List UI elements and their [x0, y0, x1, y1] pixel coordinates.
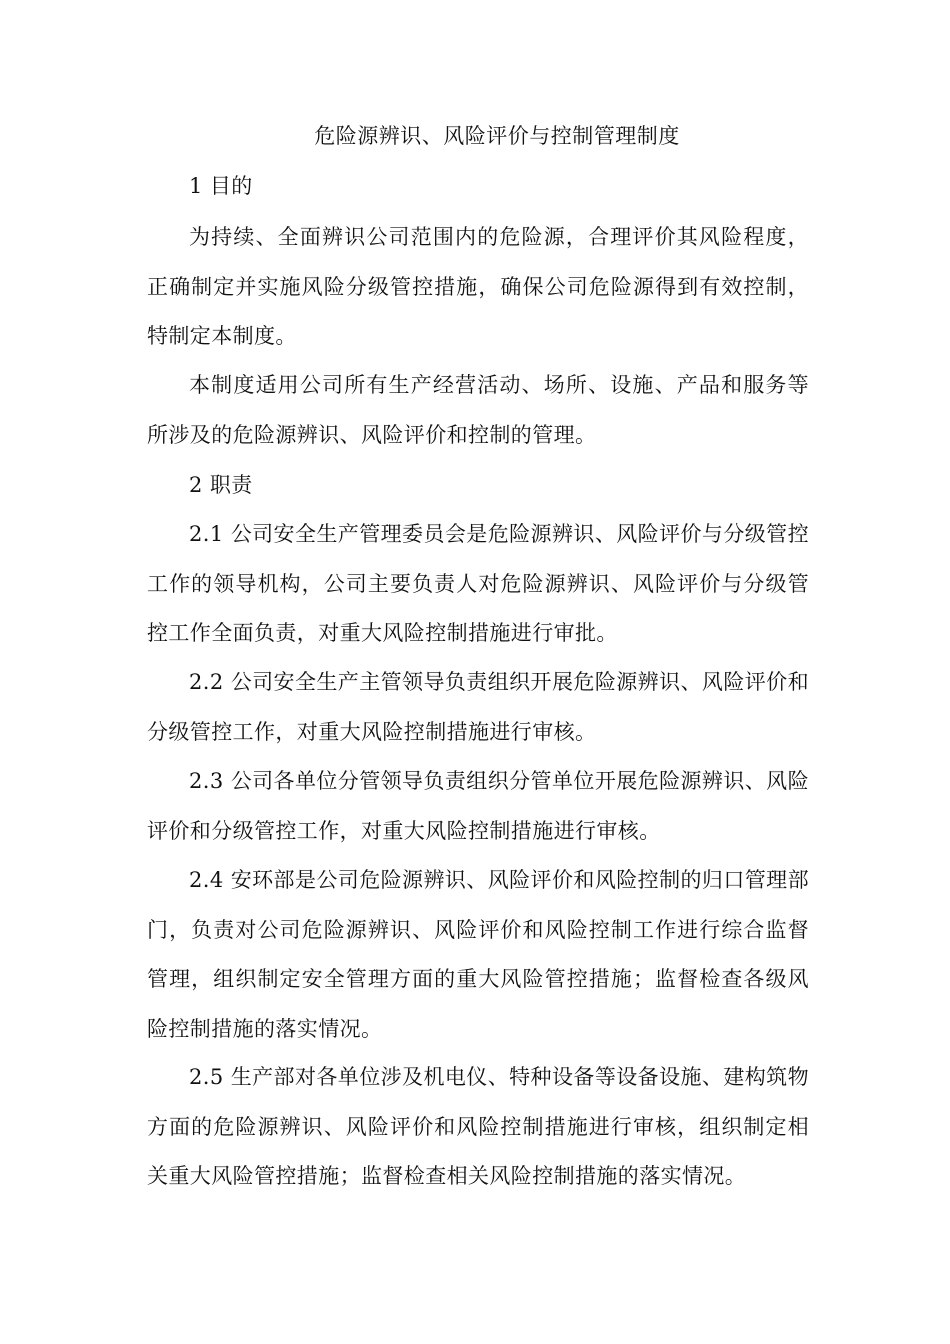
document-title: 危险源辨识、风险评价与控制管理制度 — [314, 124, 680, 148]
paragraph-2-1: 2.1 公司安全生产管理委员会是危险源辨识、风险评价与分级管控工作的领导机构，公司主要负责人对危险源辨识、风险评价与分级管控工作全面负责，对重大风险控制措施进行审批。 — [147, 522, 809, 645]
section-1-paragraph-purpose: 为持续、全面辨识公司范围内的危险源，合理评价其风险程度，正确制定并实施风险分级管控措施，确保公司危险源得到有效控制，特制定本制度。 — [147, 225, 809, 348]
paragraph-2-2: 2.2 公司安全生产主管领导负责组织开展危险源辨识、风险评价和分级管控工作，对重大风险控制措施进行审核。 — [147, 670, 809, 744]
section-1-heading: 1 目的 — [189, 174, 253, 198]
paragraph-2-4: 2.4 安环部是公司危险源辨识、风险评价和风险控制的归口管理部门，负责对公司危险源辨识、风险评价和风险控制工作进行综合监督管理，组织制定安全管理方面的重大风险管控措施；监督检查各级风险控制措施的落实情况。 — [147, 868, 809, 1041]
paragraph-2-3: 2.3 公司各单位分管领导负责组织分管单位开展危险源辨识、风险评价和分级管控工作，对重大风险控制措施进行审核。 — [147, 769, 809, 843]
paragraph-2-5: 2.5 生产部对各单位涉及机电仪、特种设备等设备设施、建构筑物方面的危险源辨识、风险评价和风险控制措施进行审核，组织制定相关重大风险管控措施；监督检查相关风险控制措施的落实情况。 — [147, 1065, 809, 1188]
section-2-heading: 2 职责 — [189, 473, 253, 497]
section-1-paragraph-scope: 本制度适用公司所有生产经营活动、场所、设施、产品和服务等所涉及的危险源辨识、风险评价和控制的管理。 — [147, 373, 809, 447]
